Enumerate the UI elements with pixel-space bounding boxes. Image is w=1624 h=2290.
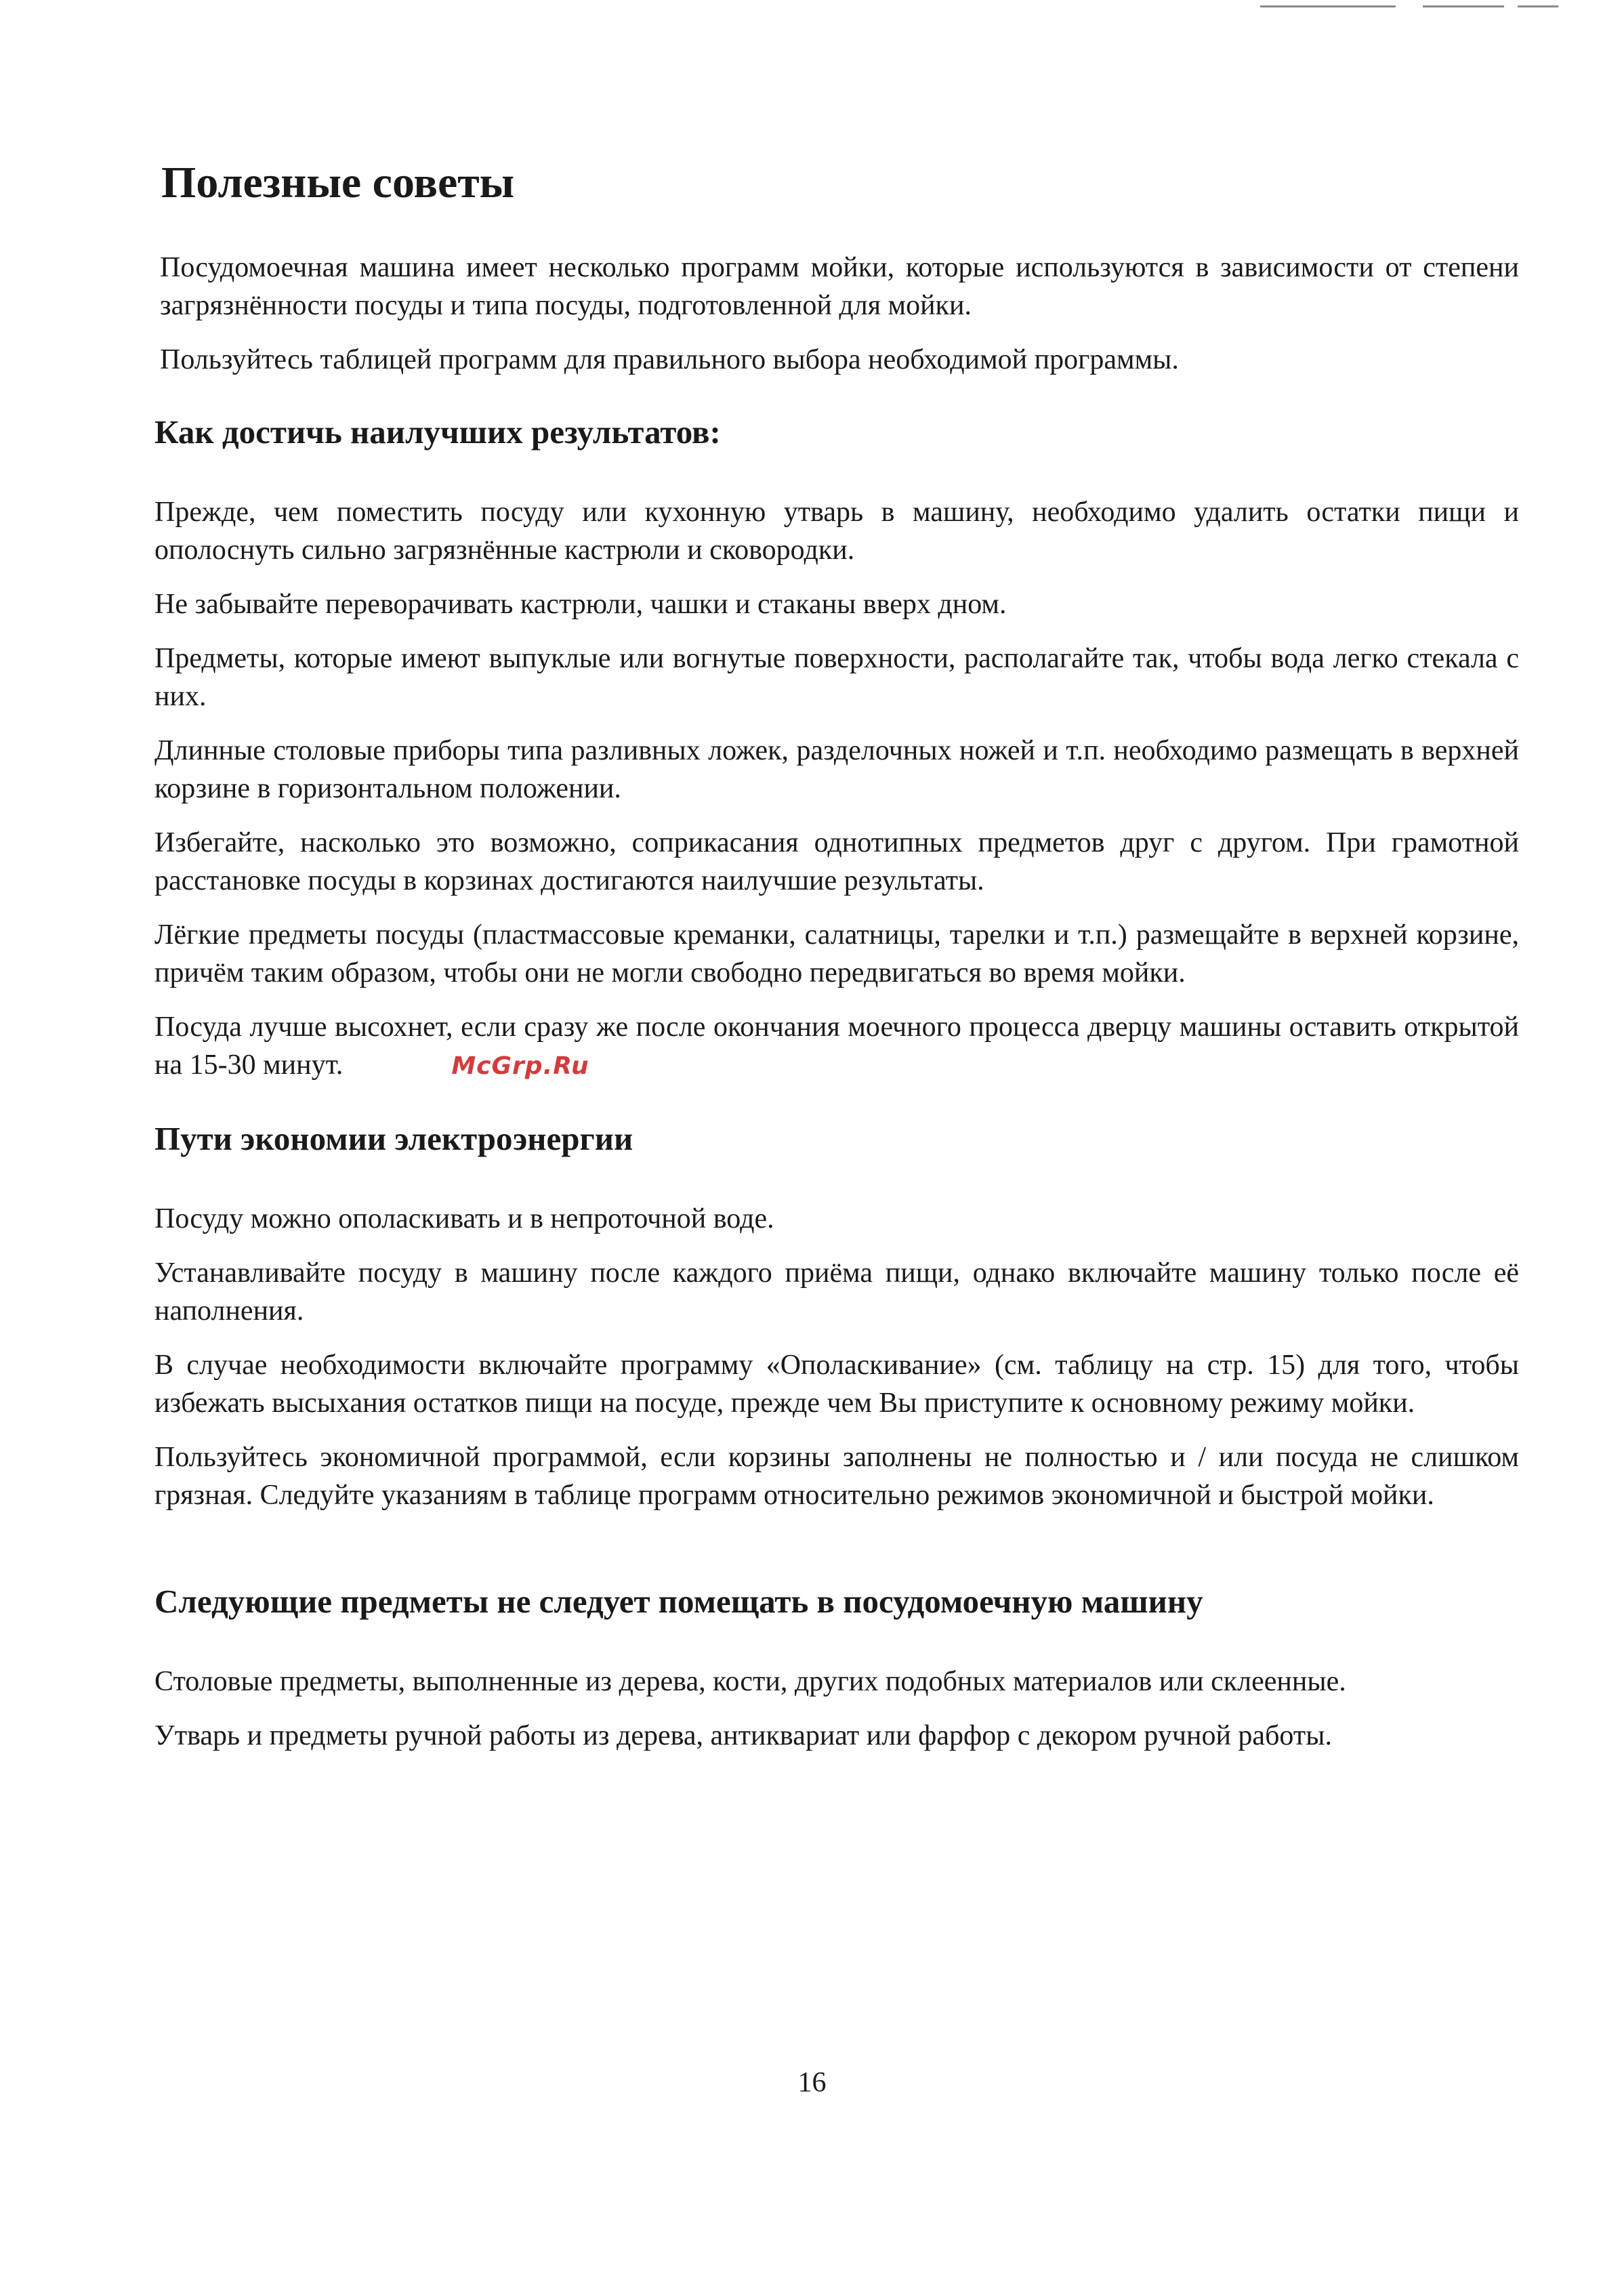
watermark-text: McGrp.Ru <box>451 1052 589 1080</box>
paragraph: Пользуйтесь экономичной программой, если корзины заполнены не полностью и / или посуда не слишком грязная. Следуйте указаниям в таблице программ относительно режимов экономичной и быстрой мойки. <box>154 1441 1519 1511</box>
paragraph: Избегайте, насколько это возможно, соприкасания однотипных предметов друг с другом. При грамотной расстановке посуды в корзинах достигаются наилучшие результаты. <box>154 827 1519 896</box>
paragraph: Прежде, чем поместить посуду или кухонную утварь в машину, необходимо удалить остатки пищи и ополоснуть сильно загрязнённые кастрюли и сковородки. <box>154 496 1519 566</box>
document-page <box>150 156 1533 1771</box>
paragraph: Устанавливайте посуду в машину после каждого приёма пищи, однако включайте машину только после её наполнения. <box>154 1257 1519 1327</box>
paragraph: Лёгкие предметы посуды (пластмассовые креманки, салатницы, тарелки и т.п.) размещайте в верхней корзине, причём таким образом, чтобы они не могли свободно передвигаться во время мойки. <box>154 919 1519 988</box>
paragraph: В случае необходимости включайте программу «Ополаскивание» (см. таблицу на стр. 15) для того, чтобы избежать высыхания остатков пищи на посуде, прежде чем Вы приступите к основному режиму мойки. <box>154 1349 1519 1419</box>
page-number: 16 <box>797 2067 827 2098</box>
intro-block <box>150 249 1533 379</box>
paragraph: Длинные столовые приборы типа разливных ложек, разделочных ножей и т.п. необходимо размещать в верхней корзине в горизонтальном положении. <box>154 734 1519 804</box>
paragraph: Столовые предметы, выполненные из дерева, кости, других подобных материалов или склеенные. <box>154 1665 1346 1697</box>
paragraph: Посуду можно ополаскивать и в непроточной воде. <box>154 1203 774 1234</box>
scan-edge-mark <box>1260 5 1396 7</box>
section-best-results <box>150 413 1533 1085</box>
paragraph-text: Посуда лучше высохнет, если сразу же после окончания моечного процесса дверцу машины оставить открытой на 15-30 минут. <box>154 1011 1519 1081</box>
section-title: Следующие предметы не следует помещать в посудомоечную машину <box>154 1582 1203 1620</box>
paragraph: Утварь и предметы ручной работы из дерева, антиквариат или фарфор с декором ручной работы. <box>154 1720 1332 1751</box>
scan-edge-mark <box>1518 5 1558 7</box>
paragraph: Пользуйтесь таблицей программ для правильного выбора необходимой программы. <box>160 344 1179 376</box>
section-prohibited-items <box>150 1582 1533 1755</box>
paragraph: Предметы, которые имеют выпуклые или вогнутые поверхности, располагайте так, чтобы вода легко стекала с них. <box>154 642 1519 712</box>
section-title: Как достичь наилучших результатов: <box>154 413 721 451</box>
section-title: Пути экономии электроэнергии <box>154 1119 633 1157</box>
paragraph-with-watermark <box>150 1008 1533 1085</box>
paragraph: Посудомоечная машина имеет несколько программ мойки, которые используются в зависимости от степени загрязнённости посуды и типа посуды, подготовленной для мойки. <box>160 252 1519 322</box>
page-title: Полезные советы <box>161 158 515 207</box>
paragraph: Не забывайте переворачивать кастрюли, чашки и стаканы вверх дном. <box>154 588 1007 620</box>
scan-edge-mark <box>1423 5 1504 7</box>
section-energy-saving <box>150 1119 1533 1514</box>
